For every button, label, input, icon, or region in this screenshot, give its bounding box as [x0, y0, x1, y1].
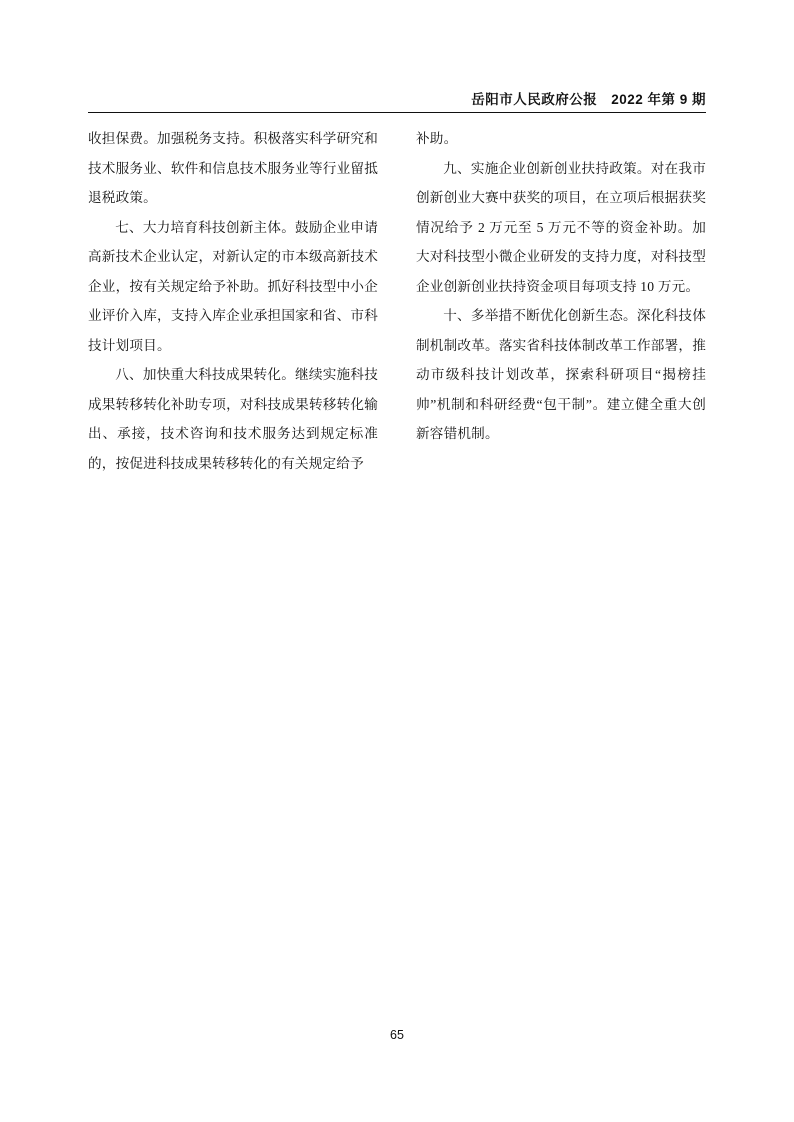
paragraph: 九、实施企业创新创业扶持政策。对在我市创新创业大赛中获奖的项目，在立项后根据获奖情况给予 2 万元至 5 万元不等的资金补助。加大对科技型小微企业研发的支持力度，对科技型企业创新创业扶持资金项目每项支持 10 万元。 [416, 160, 706, 294]
page-header [88, 88, 706, 108]
publication-title: 岳阳市人民政府公报 [471, 92, 598, 107]
issue-label: 2022 年第 9 期 [611, 92, 706, 107]
left-column [88, 124, 378, 478]
page-number: 65 [390, 1028, 404, 1042]
paragraph: 收担保费。加强税务支持。积极落实科学研究和技术服务业、软件和信息技术服务业等行业留抵退税政策。 [88, 131, 378, 205]
right-column [416, 124, 706, 478]
paragraph: 八、加快重大科技成果转化。继续实施科技成果转移转化补助专项，对科技成果转移转化输出、承接，技术咨询和技术服务达到规定标准的，按促进科技成果转移转化的有关规定给予 [88, 367, 378, 471]
header-divider [88, 112, 706, 113]
paragraph: 补助。 [416, 131, 458, 146]
paragraph: 十、多举措不断优化创新生态。深化科技体制机制改革。落实省科技体制改革工作部署，推动市级科技计划改革，探索科研项目“揭榜挂帅”机制和科研经费“包干制”。建立健全重大创新容错机制。 [416, 308, 706, 441]
body-columns [88, 124, 706, 478]
paragraph: 七、大力培育科技创新主体。鼓励企业申请高新技术企业认定，对新认定的市本级高新技术企业，按有关规定给予补助。抓好科技型中小企业评价入库，支持入库企业承担国家和省、市科技计划项目。 [88, 219, 378, 353]
